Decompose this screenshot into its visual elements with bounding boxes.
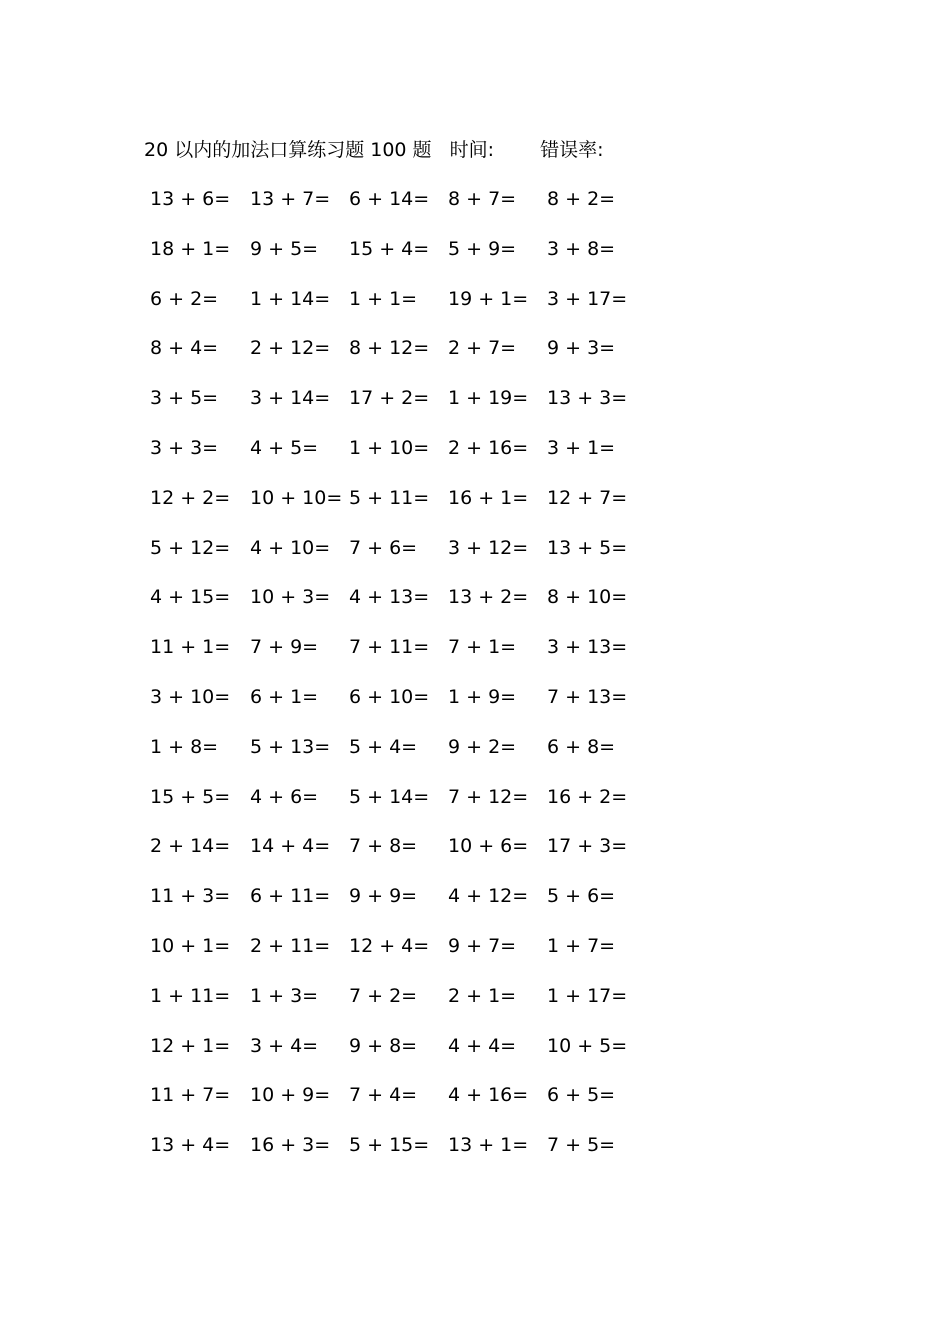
problem-r17-c1: 1 + 11= [150, 985, 231, 1007]
problem-r9-c2: 10 + 3= [250, 586, 331, 608]
problem-r14-c5: 17 + 3= [547, 835, 628, 857]
error-rate-label: 错误率: [540, 139, 604, 161]
problem-r15-c1: 11 + 3= [150, 885, 231, 907]
problem-r17-c2: 1 + 3= [250, 985, 319, 1007]
problem-r19-c3: 7 + 4= [349, 1084, 418, 1106]
problem-r2-c4: 5 + 9= [448, 238, 517, 260]
problem-r12-c3: 5 + 4= [349, 736, 418, 758]
problem-r9-c3: 4 + 13= [349, 586, 430, 608]
problem-r14-c2: 14 + 4= [250, 835, 331, 857]
problem-r5-c2: 3 + 14= [250, 387, 331, 409]
problem-r14-c3: 7 + 8= [349, 835, 418, 857]
problem-r15-c2: 6 + 11= [250, 885, 331, 907]
problem-r17-c4: 2 + 1= [448, 985, 517, 1007]
problem-r4-c4: 2 + 7= [448, 337, 517, 359]
problem-r8-c4: 3 + 12= [448, 537, 529, 559]
problem-r10-c2: 7 + 9= [250, 636, 319, 658]
problem-r18-c4: 4 + 4= [448, 1035, 517, 1057]
problem-r7-c4: 16 + 1= [448, 487, 529, 509]
problem-r19-c4: 4 + 16= [448, 1084, 529, 1106]
problem-r16-c5: 1 + 7= [547, 935, 616, 957]
problem-r2-c1: 18 + 1= [150, 238, 231, 260]
problem-r1-c4: 8 + 7= [448, 188, 517, 210]
problem-r6-c2: 4 + 5= [250, 437, 319, 459]
problem-r2-c5: 3 + 8= [547, 238, 616, 260]
problem-r15-c5: 5 + 6= [547, 885, 616, 907]
problem-r8-c1: 5 + 12= [150, 537, 231, 559]
problem-r3-c1: 6 + 2= [150, 288, 219, 310]
problem-r19-c5: 6 + 5= [547, 1084, 616, 1106]
problem-r6-c4: 2 + 16= [448, 437, 529, 459]
problem-r9-c1: 4 + 15= [150, 586, 231, 608]
problem-r18-c2: 3 + 4= [250, 1035, 319, 1057]
problem-r9-c5: 8 + 10= [547, 586, 628, 608]
problem-r6-c3: 1 + 10= [349, 437, 430, 459]
problem-r17-c5: 1 + 17= [547, 985, 628, 1007]
problem-r11-c1: 3 + 10= [150, 686, 231, 708]
problem-r6-c5: 3 + 1= [547, 437, 616, 459]
problem-r16-c2: 2 + 11= [250, 935, 331, 957]
problem-r20-c5: 7 + 5= [547, 1134, 616, 1156]
problem-r17-c3: 7 + 2= [349, 985, 418, 1007]
problem-r1-c1: 13 + 6= [150, 188, 231, 210]
problem-r11-c2: 6 + 1= [250, 686, 319, 708]
problem-r1-c2: 13 + 7= [250, 188, 331, 210]
problem-r15-c3: 9 + 9= [349, 885, 418, 907]
problem-r1-c3: 6 + 14= [349, 188, 430, 210]
problem-r20-c1: 13 + 4= [150, 1134, 231, 1156]
worksheet-title: 20 以内的加法口算练习题 100 题 [144, 139, 432, 161]
time-label: 时间: [449, 139, 495, 161]
problem-r13-c5: 16 + 2= [547, 786, 628, 808]
problem-r13-c2: 4 + 6= [250, 786, 319, 808]
problem-r18-c1: 12 + 1= [150, 1035, 231, 1057]
problem-r11-c3: 6 + 10= [349, 686, 430, 708]
problem-r13-c1: 15 + 5= [150, 786, 231, 808]
worksheet-header [144, 136, 603, 164]
problem-r3-c4: 19 + 1= [448, 288, 529, 310]
problem-r16-c4: 9 + 7= [448, 935, 517, 957]
problem-r14-c4: 10 + 6= [448, 835, 529, 857]
problem-r2-c3: 15 + 4= [349, 238, 430, 260]
problem-r9-c4: 13 + 2= [448, 586, 529, 608]
problem-r11-c5: 7 + 13= [547, 686, 628, 708]
problem-r4-c3: 8 + 12= [349, 337, 430, 359]
problem-r6-c1: 3 + 3= [150, 437, 219, 459]
problem-r15-c4: 4 + 12= [448, 885, 529, 907]
problem-r14-c1: 2 + 14= [150, 835, 231, 857]
problem-r16-c1: 10 + 1= [150, 935, 231, 957]
problem-r12-c1: 1 + 8= [150, 736, 219, 758]
problem-r12-c4: 9 + 2= [448, 736, 517, 758]
problem-r12-c2: 5 + 13= [250, 736, 331, 758]
problem-r8-c3: 7 + 6= [349, 537, 418, 559]
problem-r7-c3: 5 + 11= [349, 487, 430, 509]
problem-r7-c2: 10 + 10= [250, 487, 343, 509]
problem-r10-c3: 7 + 11= [349, 636, 430, 658]
problem-r8-c5: 13 + 5= [547, 537, 628, 559]
problem-r7-c5: 12 + 7= [547, 487, 628, 509]
problem-r18-c5: 10 + 5= [547, 1035, 628, 1057]
problem-r19-c1: 11 + 7= [150, 1084, 231, 1106]
problem-r10-c5: 3 + 13= [547, 636, 628, 658]
problem-r20-c4: 13 + 1= [448, 1134, 529, 1156]
problem-r20-c3: 5 + 15= [349, 1134, 430, 1156]
problem-r16-c3: 12 + 4= [349, 935, 430, 957]
problem-r5-c3: 17 + 2= [349, 387, 430, 409]
problem-r5-c1: 3 + 5= [150, 387, 219, 409]
problem-r19-c2: 10 + 9= [250, 1084, 331, 1106]
problem-r20-c2: 16 + 3= [250, 1134, 331, 1156]
problem-r5-c5: 13 + 3= [547, 387, 628, 409]
problem-r3-c2: 1 + 14= [250, 288, 331, 310]
problem-r3-c5: 3 + 17= [547, 288, 628, 310]
problem-r7-c1: 12 + 2= [150, 487, 231, 509]
problem-r10-c1: 11 + 1= [150, 636, 231, 658]
problem-r10-c4: 7 + 1= [448, 636, 517, 658]
problem-r13-c4: 7 + 12= [448, 786, 529, 808]
problem-r4-c5: 9 + 3= [547, 337, 616, 359]
problem-r4-c2: 2 + 12= [250, 337, 331, 359]
problem-r12-c5: 6 + 8= [547, 736, 616, 758]
problem-r13-c3: 5 + 14= [349, 786, 430, 808]
problem-r2-c2: 9 + 5= [250, 238, 319, 260]
problem-r3-c3: 1 + 1= [349, 288, 418, 310]
problem-r1-c5: 8 + 2= [547, 188, 616, 210]
problem-r4-c1: 8 + 4= [150, 337, 219, 359]
problem-r5-c4: 1 + 19= [448, 387, 529, 409]
problem-r18-c3: 9 + 8= [349, 1035, 418, 1057]
problem-r11-c4: 1 + 9= [448, 686, 517, 708]
problem-r8-c2: 4 + 10= [250, 537, 331, 559]
